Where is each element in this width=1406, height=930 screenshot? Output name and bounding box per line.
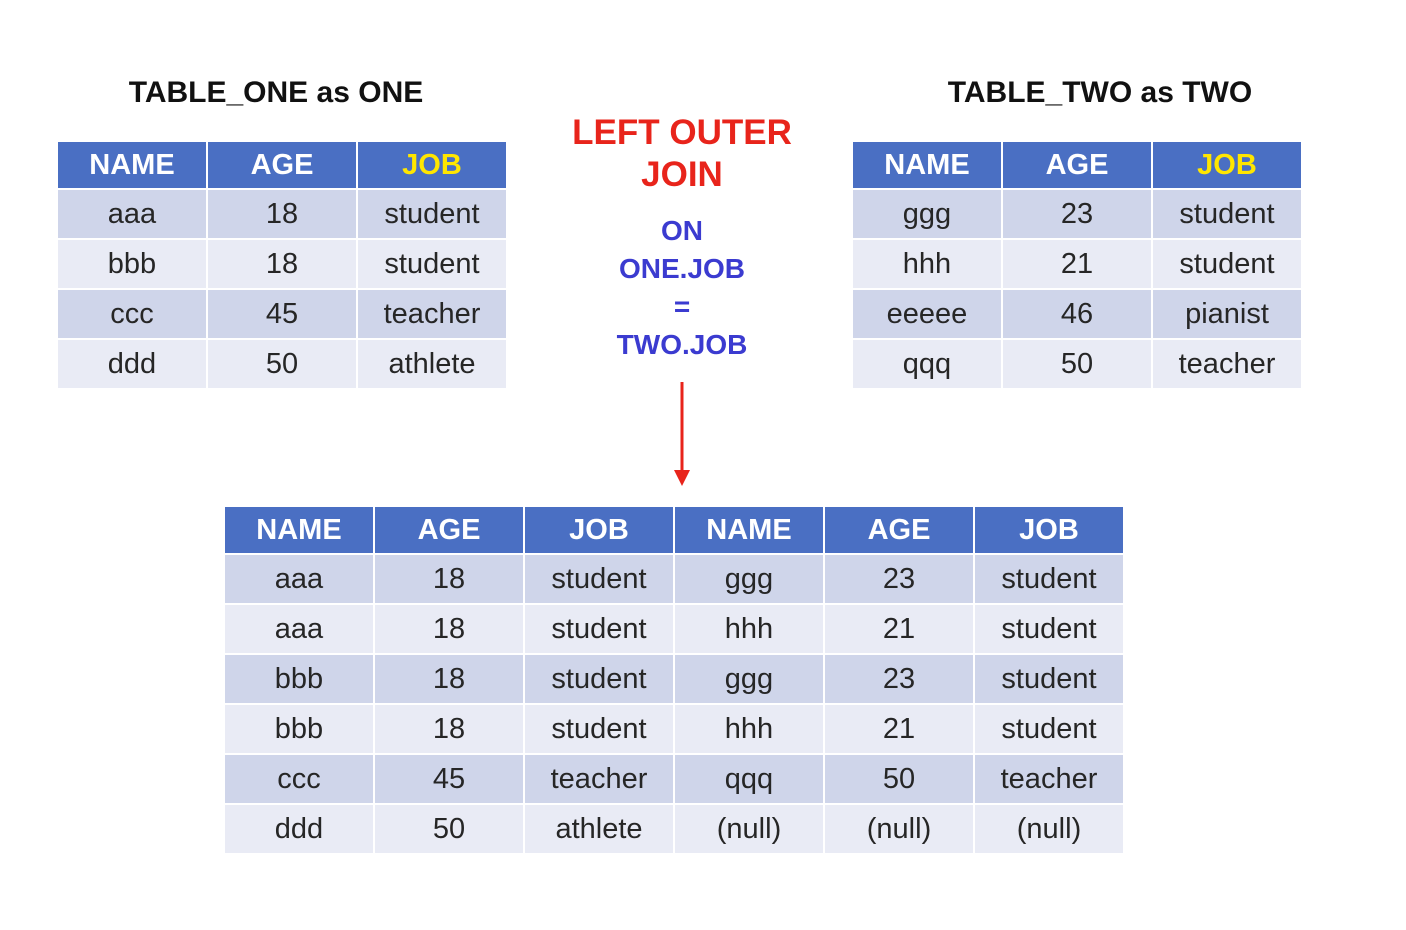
header-cell-age: AGE [375, 507, 523, 553]
table-cell: qqq [853, 340, 1001, 388]
table-cell: ccc [58, 290, 206, 338]
join-condition [540, 212, 824, 364]
table-two-caption: TABLE_TWO as TWO [947, 76, 1253, 109]
table-cell: 21 [825, 705, 973, 753]
table-cell: student [975, 655, 1123, 703]
down-arrow-icon [668, 382, 696, 488]
table-row [225, 805, 1123, 853]
table-cell: teacher [358, 290, 506, 338]
header-cell-name: NAME [58, 142, 206, 188]
table-cell: student [975, 605, 1123, 653]
table-cell: 18 [375, 655, 523, 703]
header-cell-job: JOB [358, 142, 506, 188]
table-cell: 23 [825, 655, 973, 703]
table-cell: student [525, 555, 673, 603]
table-cell: 21 [825, 605, 973, 653]
table-cell: athlete [525, 805, 673, 853]
table-cell: 45 [375, 755, 523, 803]
table-cell: (null) [825, 805, 973, 853]
table-cell: hhh [675, 605, 823, 653]
table-cell: 21 [1003, 240, 1151, 288]
table-cell: aaa [58, 190, 206, 238]
header-cell-name: NAME [675, 507, 823, 553]
table-cell: bbb [225, 705, 373, 753]
table-cell: ddd [58, 340, 206, 388]
table-cell: 46 [1003, 290, 1151, 338]
join-type-label [540, 112, 824, 196]
table-one-caption: TABLE_ONE as ONE [128, 76, 424, 109]
table-cell: 50 [208, 340, 356, 388]
table-cell: ggg [675, 555, 823, 603]
table-cell: student [525, 705, 673, 753]
table-header-row [225, 507, 1123, 553]
table-row [58, 240, 506, 288]
table-cell: 50 [1003, 340, 1151, 388]
table-cell: 18 [208, 240, 356, 288]
header-cell-age: AGE [1003, 142, 1151, 188]
join-condition-line: TWO.JOB [616, 329, 748, 360]
table-row [225, 555, 1123, 603]
table-cell: (null) [975, 805, 1123, 853]
table-cell: 18 [208, 190, 356, 238]
table-row [225, 655, 1123, 703]
table-row [225, 755, 1123, 803]
table-cell: aaa [225, 555, 373, 603]
table-row [225, 605, 1123, 653]
table-cell: eeeee [853, 290, 1001, 338]
table-cell: teacher [1153, 340, 1301, 388]
header-cell-age: AGE [825, 507, 973, 553]
table-cell: bbb [225, 655, 373, 703]
table-cell: teacher [975, 755, 1123, 803]
table-cell: (null) [675, 805, 823, 853]
table-cell: aaa [225, 605, 373, 653]
table-cell: 50 [375, 805, 523, 853]
header-cell-job: JOB [975, 507, 1123, 553]
table-cell: ggg [675, 655, 823, 703]
table-row [853, 340, 1301, 388]
table-cell: 18 [375, 555, 523, 603]
table-header-row [58, 142, 506, 188]
header-cell-name: NAME [225, 507, 373, 553]
join-condition-line: ONE.JOB [618, 253, 746, 284]
table-cell: student [358, 240, 506, 288]
table-header-row [853, 142, 1301, 188]
join-condition-line: ON [661, 215, 703, 246]
table-cell: teacher [525, 755, 673, 803]
table-cell: 18 [375, 605, 523, 653]
table-row [225, 705, 1123, 753]
header-cell-job: JOB [525, 507, 673, 553]
table-cell: ggg [853, 190, 1001, 238]
table-cell: student [975, 705, 1123, 753]
table-cell: student [525, 605, 673, 653]
table-cell: student [1153, 190, 1301, 238]
table-cell: pianist [1153, 290, 1301, 338]
header-cell-age: AGE [208, 142, 356, 188]
table-cell: student [1153, 240, 1301, 288]
table-cell: student [525, 655, 673, 703]
table-cell: hhh [853, 240, 1001, 288]
table-cell: 23 [825, 555, 973, 603]
join-type-line-1: LEFT OUTER [572, 113, 792, 152]
table-two [851, 140, 1303, 390]
table-cell: student [358, 190, 506, 238]
table-cell: 18 [375, 705, 523, 753]
table-cell: ddd [225, 805, 373, 853]
table-cell: 50 [825, 755, 973, 803]
table-row [58, 340, 506, 388]
join-condition-line: = [673, 291, 691, 322]
table-cell: ccc [225, 755, 373, 803]
table-row [853, 240, 1301, 288]
table-cell: athlete [358, 340, 506, 388]
table-cell: 45 [208, 290, 356, 338]
table-one [56, 140, 508, 390]
table-row [58, 190, 506, 238]
table-row [853, 190, 1301, 238]
join-type-line-2: JOIN [641, 155, 723, 194]
table-cell: 23 [1003, 190, 1151, 238]
header-cell-job: JOB [1153, 142, 1301, 188]
header-cell-name: NAME [853, 142, 1001, 188]
table-row [58, 290, 506, 338]
table-row [853, 290, 1301, 338]
table-cell: bbb [58, 240, 206, 288]
table-cell: student [975, 555, 1123, 603]
table-cell: hhh [675, 705, 823, 753]
table-cell: qqq [675, 755, 823, 803]
result-table [223, 505, 1125, 855]
